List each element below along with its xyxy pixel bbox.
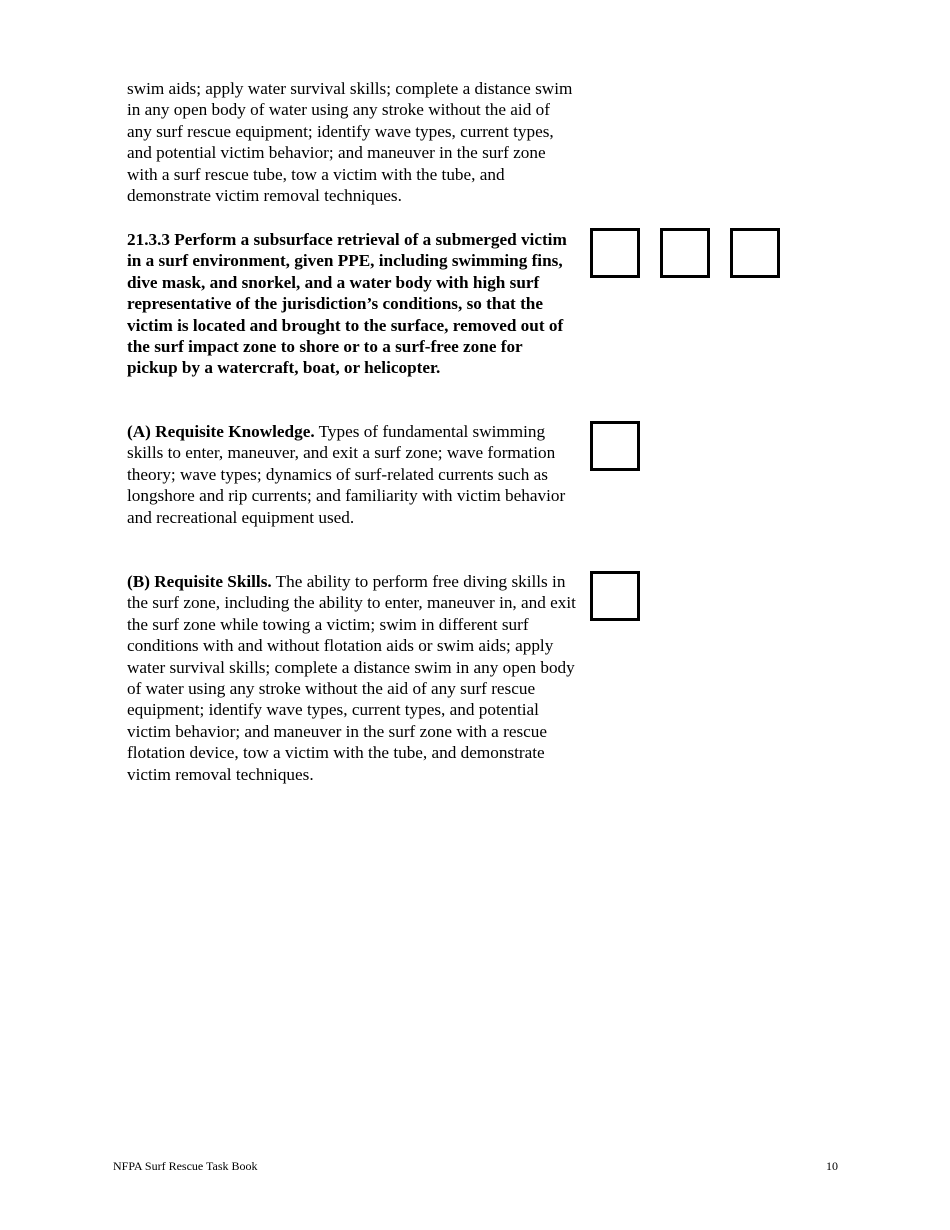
signoff-checkbox-1[interactable] [590,228,640,278]
requisite-skills-checkbox[interactable] [590,571,640,621]
footer-page-number: 10 [826,1159,838,1173]
requisite-knowledge-text: Types of fundamental swimming skills to enter, maneuver, and exit a surf zone; wave formation theory; wave types; dynamics of surf-related currents such as longshore and rip currents; and familiarity with victim behavior and recreational equipment used. [127,422,566,527]
requisite-knowledge-label: (A) Requisite Knowledge. [127,422,315,441]
signoff-checkbox-2[interactable] [660,228,710,278]
signoff-checkbox-3[interactable] [730,228,780,278]
requisite-knowledge-checkbox[interactable] [590,421,640,471]
requisite-skills-text: The ability to perform free diving skills in the surf zone, including the ability to enter, maneuver in, and exit the surf zone while towing a victim; swim in different surf conditions with and without flotation aids or swim aids; apply water survival skills; complete a distance swim in any open body of water using any stroke without the aid of any surf rescue equipment; identify wave types, current types, and potential victim behavior; and maneuver in the surf zone with a rescue flotation device, tow a victim with the tube, and demonstrate victim removal techniques. [127,572,576,784]
continuation-paragraph: swim aids; apply water survival skills; complete a distance swim in any open body of water using any stroke without the aid of any surf rescue equipment; identify wave types, current types, and potential victim behavior; and maneuver in the surf zone with a surf rescue tube, tow a victim with the tube, and demonstrate victim removal techniques. [127,79,573,206]
jpr-21-3-3-statement: 21.3.3 Perform a subsurface retrieval of a submerged victim in a surf environment, given PPE, including swimming fins, dive mask, and snorkel, and a water body with high surf representative of the jurisdiction’s conditions, so that the victim is located and brought to the surface, removed out of the surf impact zone to shore or to a surf-free zone for pickup by a watercraft, boat, or helicopter. [127,230,567,378]
requisite-skills-label: (B) Requisite Skills. [127,572,272,591]
requisite-knowledge-paragraph [127,421,577,528]
requisite-skills-paragraph [127,571,577,785]
footer-document-title: NFPA Surf Rescue Task Book [113,1159,258,1173]
